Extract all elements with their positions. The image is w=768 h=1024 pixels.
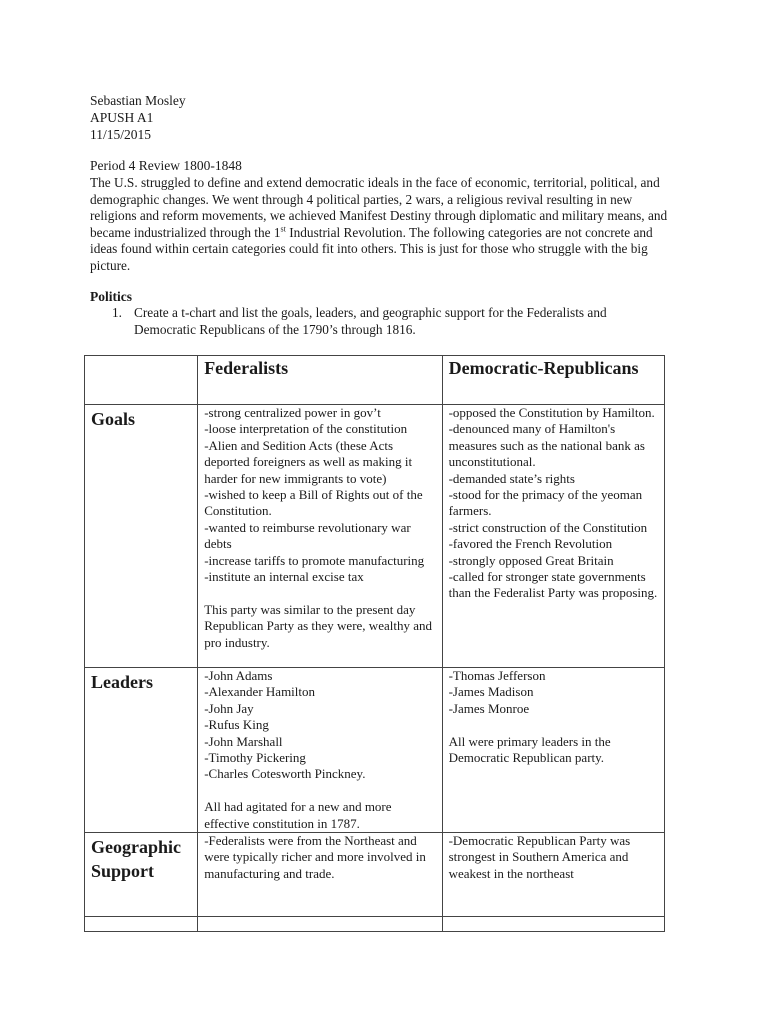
list-item: -wished to keep a Bill of Rights out of the Constitution. (204, 487, 423, 519)
list-item: -denounced many of Hamilton's measures such as the national bank as unconstitutional. (448, 421, 645, 470)
empty-cell (85, 917, 198, 932)
leaders-dr-cell (442, 668, 664, 833)
intro-superscript: st (280, 224, 286, 234)
section-heading: Politics (90, 289, 132, 304)
question-text: Create a t-chart and list the goals, leaders, and geographic support for the Federalists and Democratic Republicans of the 1790’s through 1816. (134, 305, 607, 337)
row-header-goals: Goals (85, 405, 198, 668)
review-title: Period 4 Review 1800-1848 (90, 158, 242, 173)
date: 11/15/2015 (90, 127, 152, 142)
table-empty-row (85, 917, 665, 932)
table-row-geographic (85, 833, 665, 917)
spacer (204, 585, 435, 601)
geographic-federalists-cell: -Federalists were from the Northeast and were typically richer and more involved in manufacturing and trade. (198, 833, 442, 917)
spacer (449, 717, 658, 733)
col-header-democratic-republicans: Democratic-Republicans (442, 356, 664, 405)
dr-leaders-note: All were primary leaders in the Democratic Republican party. (448, 733, 611, 766)
federalists-goals-note: This party was similar to the present day Republican Party as they were, wealthy and pro industry. (204, 601, 432, 650)
list-item: -demanded state’s rights (448, 470, 575, 486)
class-name: APUSH A1 (90, 110, 154, 125)
list-item: -strong centralized power in gov’t (204, 405, 381, 420)
list-item: -strongly opposed Great Britain (448, 552, 614, 568)
spacer (204, 783, 435, 799)
list-item: -Charles Cotesworth Pinckney. (204, 766, 366, 782)
row-header-geographic-support: Geographic Support (85, 833, 198, 917)
list-item: -loose interpretation of the constitution (204, 421, 408, 437)
intro-text-b: Industrial Revolution. The following categories are not concrete and ideas found within certain categories could fit into others. This is just for those who struggle with the big picture. (90, 224, 653, 273)
geographic-dr-cell: -Democratic Republican Party was strongest in Southern America and weakest in the northeast (442, 833, 664, 917)
table-header-row (85, 356, 665, 405)
list-item: -Alexander Hamilton (204, 684, 316, 700)
list-item: -Timothy Pickering (204, 750, 306, 766)
corner-cell (85, 356, 198, 405)
student-name: Sebastian Mosley (90, 93, 186, 108)
list-item: -opposed the Constitution by Hamilton. (448, 405, 655, 420)
student-header (90, 92, 186, 143)
goals-dr-cell (442, 405, 664, 668)
list-item: -Alien and Sedition Acts (these Acts deported foreigners as well as making it harder for new immigrants to vote) (204, 437, 413, 486)
intro-text-a: The U.S. struggled to define and extend democratic ideals in the face of economic, territorial, political, and demographic changes. We went through 4 political parties, 2 wars, a religious revival resulting in new religions and reform movements, we achieved Manifest Destiny through diplomatic and military means, and became industrialized through the 1 (90, 175, 668, 240)
question-number: 1. (112, 305, 122, 320)
empty-cell (442, 917, 664, 932)
list-item: -James Monroe (448, 700, 530, 716)
list-item: -Thomas Jefferson (448, 668, 546, 683)
table-row-leaders (85, 668, 665, 833)
list-item: -stood for the primacy of the yeoman farmers. (448, 487, 643, 519)
intro-paragraph (90, 175, 668, 275)
list-item: -John Adams (204, 668, 273, 683)
table-row-goals (85, 405, 665, 668)
question-item (112, 305, 652, 338)
list-item: -strict construction of the Constitution (448, 519, 648, 535)
federalists-leaders-note: All had agitated for a new and more effective constitution in 1787. (204, 799, 392, 831)
leaders-federalists-cell (198, 668, 442, 833)
list-item: -John Jay (204, 700, 254, 716)
list-item: -favored the French Revolution (448, 536, 613, 552)
row-header-leaders: Leaders (85, 668, 198, 833)
list-item: -James Madison (448, 684, 534, 700)
list-item: -institute an internal excise tax (204, 569, 364, 585)
list-item: -increase tariffs to promote manufacturing (204, 552, 425, 568)
list-item: -John Marshall (204, 733, 283, 749)
list-item: -called for stronger state governments than the Federalist Party was proposing. (448, 569, 658, 601)
t-chart-table (84, 355, 665, 932)
goals-federalists-cell (198, 405, 442, 668)
col-header-federalists: Federalists (198, 356, 442, 405)
list-item: -Rufus King (204, 717, 269, 733)
list-item: -wanted to reimburse revolutionary war debts (204, 519, 411, 552)
empty-cell (198, 917, 442, 932)
